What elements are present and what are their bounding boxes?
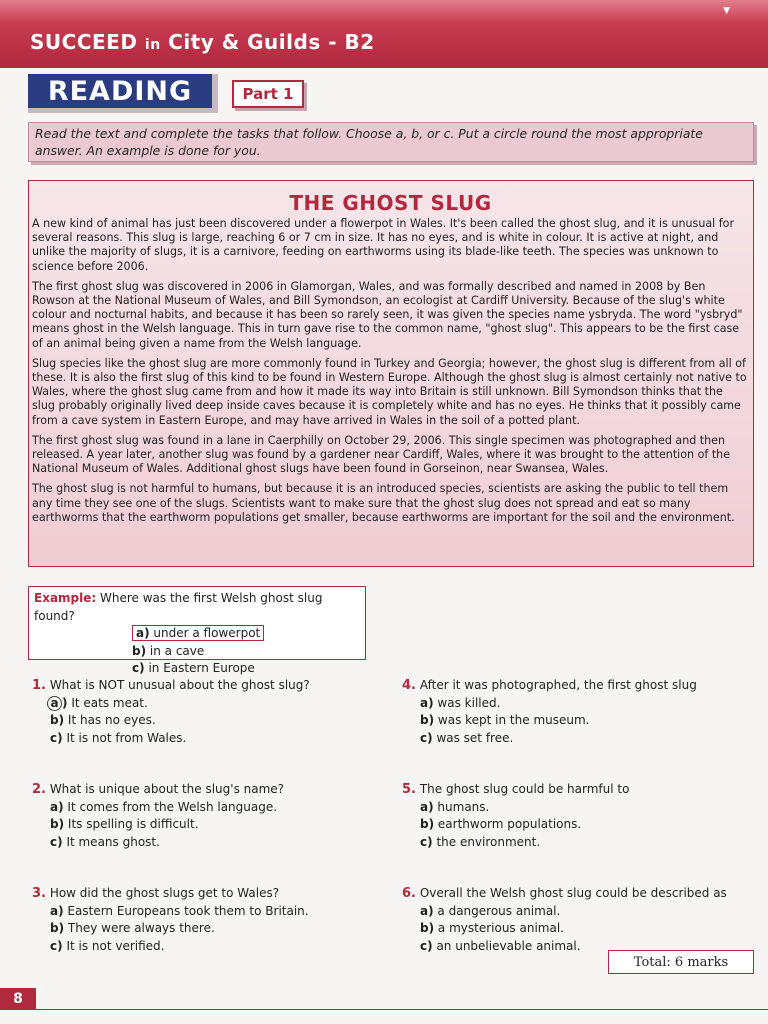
option-letter: c) [50,730,63,745]
option-a[interactable] [402,695,742,713]
option-text: They were always there. [67,921,215,935]
option-c[interactable] [402,730,742,748]
passage-paragraph: Slug species like the ghost slug are more commonly found in Turkey and Georgia; however, the ghost slug is different from all of these. It is also the first slug of this kind to be found in Western Europe. Although the ghost slug is almost certainly not native to Wales, where the ghost slug came from and how it made its way into Britain is still unknown. Bill Symondson thinks that the slug probably originally lived deep inside caves because it is completely white and has no eyes. He thinks that it possibly came from a cave system in Eastern Europe, and may have arrived in Wales in the soil of a potted plant. [32,356,747,427]
example-question: Where was the first Welsh ghost slug found? [34,591,323,623]
question-number: 6. [402,886,416,901]
question-1 [32,677,372,747]
option-text: in a cave [149,643,205,658]
option-text: an unbelievable animal. [436,938,581,953]
option-letter: a) [50,903,64,918]
caret-icon: ▼ [723,6,730,16]
example-box [28,586,366,675]
instructions: Read the text and complete the tasks that follow. Choose a, b, or c. Put a circle round the most appropriate answer. An example is done for you. [28,122,754,162]
option-letter: b) [132,643,147,658]
option-a[interactable] [402,903,742,921]
option-b[interactable] [402,816,742,834]
question-4 [402,677,742,747]
option-letter: c) [420,730,433,745]
question-6 [402,885,742,955]
passage-title: THE GHOST SLUG [289,191,492,215]
option-letter: a) [420,903,434,918]
option-letter: b) [50,713,65,727]
option-letter: b) [420,713,435,727]
option-c[interactable] [32,938,372,956]
passage-paragraph: The first ghost slug was found in a lane in Caerphilly on October 29, 2006. This single specimen was photographed and then released. A year later, another slug was found by a gardener near Cardiff, Wales, where it was brought to the attention of the National Museum of Wales. Additional ghost slugs have been found in Gorseinon, near Swansea, Wales. [32,433,731,476]
option-b[interactable] [402,920,742,938]
option-letter: a) [50,799,64,814]
option-a[interactable] [402,799,742,817]
option-letter: b) [420,921,435,935]
option-letter: b) [50,921,65,935]
option-letter: b) [420,817,435,831]
question-2 [32,781,372,851]
option-text: Eastern Europeans took them to Britain. [67,903,309,918]
option-letter: c) [132,661,145,675]
option-text: It is not from Wales. [66,730,187,745]
option-b[interactable] [402,712,742,730]
page-number: 8 [0,988,36,1010]
option-b[interactable] [32,816,372,834]
option-c[interactable] [32,730,372,748]
option-letter: a) [420,695,434,710]
footer-divider [36,1009,768,1010]
option-text: a dangerous animal. [437,903,561,918]
question-text: Overall the Welsh ghost slug could be described as [419,886,727,900]
part-label: Part 1 [232,80,304,108]
option-b[interactable] [32,920,372,938]
question-text: What is NOT unusual about the ghost slug? [49,678,310,692]
question-5 [402,781,742,851]
option-text: was kept in the museum. [437,713,590,727]
option-letter: c) [50,938,63,953]
header-band [0,0,768,68]
option-text: Its spelling is difficult. [67,817,199,831]
option-letter: c) [50,834,63,849]
option-text: was killed. [437,695,501,710]
question-3 [32,885,372,955]
option-text: It has no eyes. [67,713,156,727]
question-number: 3. [32,886,46,901]
title-post: City & Guilds - B2 [168,30,375,54]
option-text: the environment. [436,834,541,849]
book-title [30,30,375,54]
question-number: 1. [32,678,46,693]
option-letter: b) [50,817,65,831]
passage-paragraph: The ghost slug is not harmful to humans, but because it is an introduced species, scientists are asking the public to tell them any time they see one of the slugs. Scientists want to make sure that the ghost slug does not spread and eat so many earthworms that the earthworm populations get smaller, because earthworms are important for the soil and the environment. [32,482,735,524]
total-marks: Total: 6 marks [608,950,754,974]
question-number: 5. [402,782,416,797]
title-in: in [144,37,161,53]
question-text: How did the ghost slugs get to Wales? [49,886,280,900]
example-answer-circled [132,625,264,641]
section-label: READING [28,74,218,113]
option-letter: c) [420,834,433,849]
option-text: It comes from the Welsh language. [67,799,278,814]
passage-paragraph: The first ghost slug was discovered in 2006 in Glamorgan, Wales, and was formally described and named in 2008 by Ben Rowson at the National Museum of Wales, and Bill Symondson, an ecologist at Cardiff University. Because of the slug's white colour and nocturnal habits, and because it has been so rarely seen, it was given the species name ysbryda. The word "ysbryd" means ghost in the Welsh language. This in turn gave rise to the common name, "ghost slug". This appears to be the first case of an animal being given a name from the Welsh language. [32,279,743,350]
option-letter: a) [420,799,434,814]
option-text: It eats meat. [71,695,148,710]
option-a[interactable] [32,799,372,817]
question-text: The ghost slug could be harmful to [419,782,630,796]
option-letter: c) [420,938,433,953]
option-a[interactable]: a ) It eats meat. [32,695,372,713]
title-pre: SUCCEED [30,30,138,54]
question-number: 2. [32,782,46,797]
option-text: was set free. [436,730,514,745]
question-number: 4. [402,678,416,693]
option-a[interactable] [32,903,372,921]
circled-answer-mark: a [47,696,62,711]
option-text: in Eastern Europe [148,661,255,675]
passage-paragraph: A new kind of animal has just been discovered under a flowerpot in Wales. It's been called the ghost slug, and it is unusual for several reasons. This slug is large, reaching 6 or 7 cm in size. It has no eyes, and is white in colour. It is active at night, and unlike the majority of slugs, it is a carnivore, feeding on earthworms using its blade-like teeth. The species was unknown to science before 2006. [32,217,735,273]
question-text: What is unique about the slug's name? [49,782,285,796]
option-text: under a flowerpot [153,626,261,640]
option-c[interactable] [402,834,742,852]
option-text: earthworm populations. [437,817,582,831]
option-text: It means ghost. [66,834,160,849]
option-text: humans. [437,799,490,814]
question-text: After it was photographed, the first ghost slug [419,678,697,692]
option-text: a mysterious animal. [437,921,564,935]
option-text: It is not verified. [66,938,165,953]
example-label: Example: [34,591,97,605]
option-letter: a) [136,626,150,640]
reading-passage [28,180,754,567]
option-c[interactable] [32,834,372,852]
option-b[interactable] [32,712,372,730]
